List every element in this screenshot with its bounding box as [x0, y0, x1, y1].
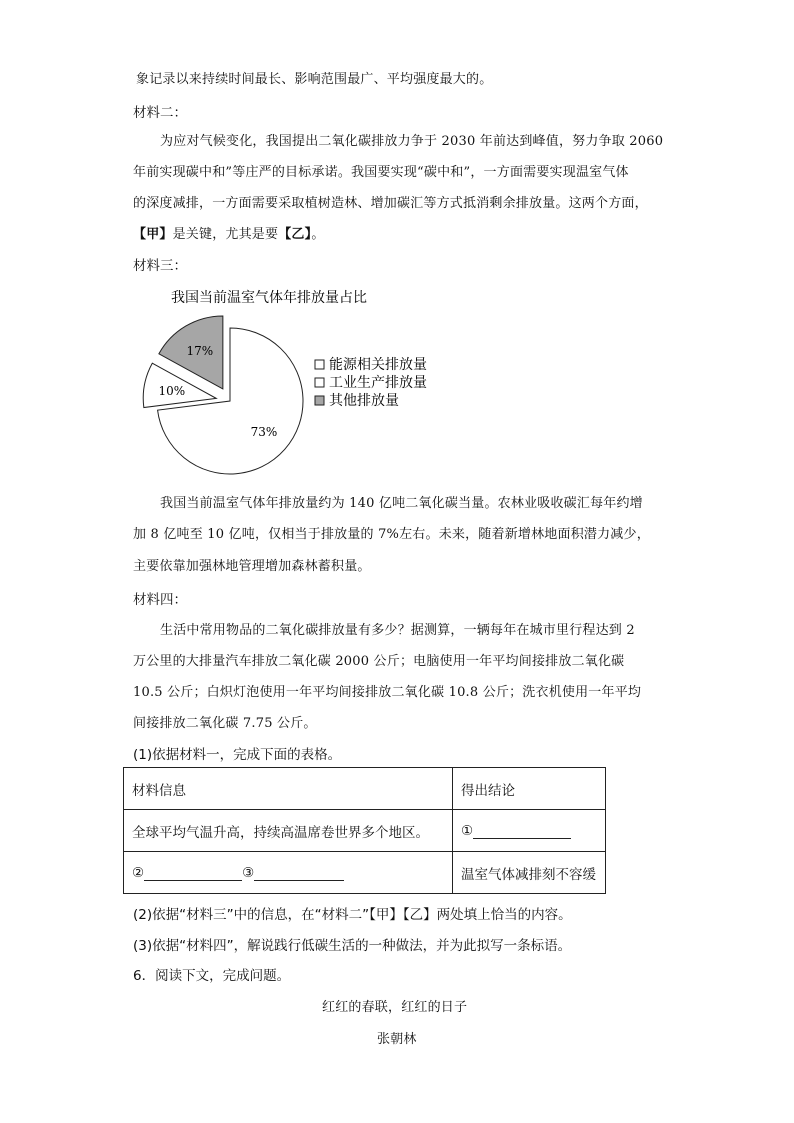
- material4-line-1: 生活中常用物品的二氧化碳排放量有多少？据测算，一辆每年在城市里行程达到 2: [160, 623, 635, 638]
- material2-line-4-mid: 是关键，尤其是要: [172, 227, 279, 242]
- material4-heading: 材料四：: [133, 592, 187, 608]
- chart-title: 我国当前温室气体年排放量占比: [171, 290, 367, 306]
- legend-swatch-other: [315, 396, 324, 405]
- pie-label-other: 17%: [186, 343, 214, 358]
- blank-jia-marker: 【甲】: [133, 227, 173, 242]
- article-title: 红红的春联，红红的日子: [322, 1000, 468, 1015]
- question-2: (2)依据“材料三”中的信息，在“材料二”【甲】【乙】两处填上恰当的内容。: [133, 907, 572, 923]
- material2-line-1: 为应对气候变化，我国提出二氧化碳排放力争于 2030 年前达到峰值，努力争取 2060: [160, 134, 664, 149]
- row2-info-cell[interactable]: [124, 852, 453, 894]
- question-6: 6．阅读下文，完成问题。: [133, 968, 291, 984]
- legend-swatch-energy: [315, 360, 324, 369]
- intro-tail-line: 象记录以来持续时间最长、影响范围最广、平均强度最大的。: [136, 72, 493, 87]
- legend-label-other: 其他排放量: [329, 393, 399, 409]
- circled-3-marker: ③: [242, 864, 255, 881]
- pie-label-industry: 10%: [158, 383, 186, 398]
- table-row: [124, 768, 606, 810]
- material3-heading: 材料三：: [133, 258, 187, 274]
- legend-swatch-industry: [315, 378, 324, 387]
- circled-2-marker: ②: [132, 864, 145, 881]
- material3-line-2: 加 8 亿吨至 10 亿吨，仅相当于排放量的 7%左右。未来，随着新增林地面积潜力减少，: [133, 527, 650, 542]
- material4-line-2: 万公里的大排量汽车排放二氧化碳 2000 公斤；电脑使用一年平均间接排放二氧化碳: [133, 654, 625, 669]
- material2-line-4: [133, 223, 325, 242]
- circled-1-marker: ①: [461, 822, 474, 839]
- table-header-info: 材料信息: [124, 768, 453, 810]
- info-table: [123, 767, 606, 894]
- legend-label-energy: 能源相关排放量: [329, 357, 427, 373]
- table-row: [124, 852, 606, 894]
- material3-line-1: 我国当前温室气体年排放量约为 140 亿吨二氧化碳当量。农林业吸收碳汇每年约增: [160, 496, 643, 511]
- pie-label-energy: 73%: [250, 424, 278, 439]
- row1-info-cell: 全球平均气温升高，持续高温席卷世界多个地区。: [124, 810, 453, 852]
- table-row: [124, 810, 606, 852]
- material2-line-3: 的深度减排，一方面需要采取植树造林、增加碳汇等方式抵消剩余排放量。这两个方面，: [133, 196, 648, 211]
- article-author: 张朝林: [377, 1032, 417, 1047]
- question-3: (3)依据“材料四”，解说践行低碳生活的一种做法，并为此拟写一条标语。: [133, 938, 572, 954]
- question-1: (1)依据材料一，完成下面的表格。: [133, 747, 342, 763]
- row2-conclusion-cell: 温室气体减排刻不容缓: [453, 852, 606, 894]
- legend-label-industry: 工业生产排放量: [329, 375, 427, 391]
- answer-blank-1[interactable]: [473, 824, 571, 839]
- pie-chart: [125, 283, 445, 483]
- material2-heading: 材料二：: [133, 105, 187, 121]
- answer-blank-2[interactable]: [144, 866, 242, 881]
- material4-line-3: 10.5 公斤；白炽灯泡使用一年平均间接排放二氧化碳 10.8 公斤；洗衣机使用一年平均: [133, 685, 642, 700]
- table-header-conclusion: 得出结论: [453, 768, 606, 810]
- blank-yi-marker: 【乙】: [278, 227, 312, 242]
- answer-blank-3[interactable]: [254, 866, 344, 881]
- material2-line-4-end: 。: [311, 227, 325, 242]
- material2-line-2: 年前实现碳中和”等庄严的目标承诺。我国要实现“碳中和”，一方面需要实现温室气体: [133, 165, 629, 180]
- row1-conclusion-cell[interactable]: [453, 810, 606, 852]
- material4-line-4: 间接排放二氧化碳 7.75 公斤。: [133, 716, 317, 731]
- material3-line-3: 主要依靠加强林地管理增加森林蓄积量。: [133, 559, 371, 574]
